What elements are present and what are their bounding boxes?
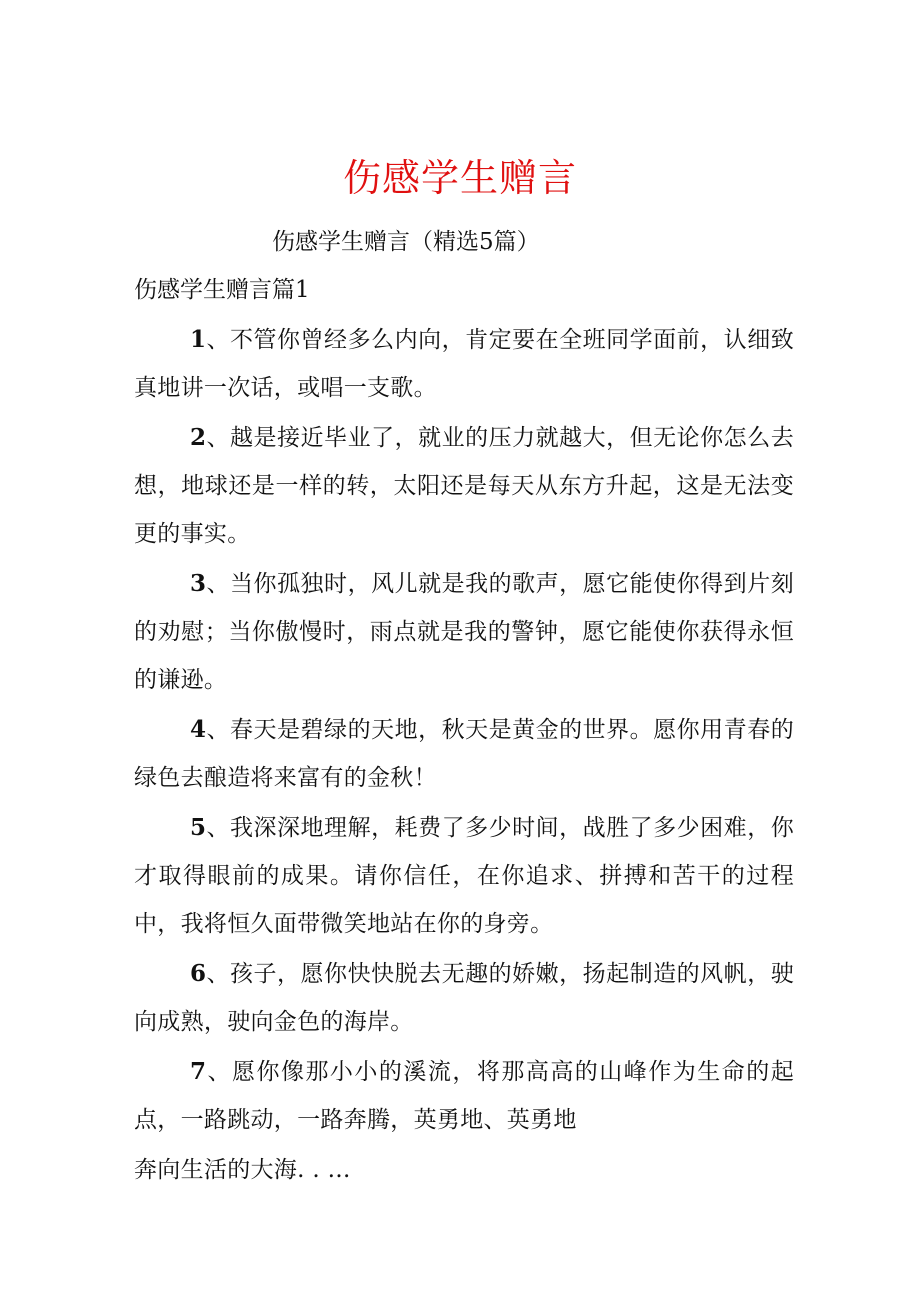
item-text: 、春天是碧绿的天地，秋天是黄金的世界。愿你用青春的绿色去酿造将来富有的金秋！ [134,717,794,791]
section-heading: 伤感学生赠言篇1 [134,277,310,303]
quote-item-1 [134,316,794,412]
item-text: 、当你孤独时，风儿就是我的歌声，愿它能使你得到片刻的劝慰；当你傲慢时，雨点就是我的警钟，愿它能使你获得永恒的谦逊。 [134,571,794,693]
item-text: 、愿你像那小小的溪流，将那高高的山峰作为生命的起点，一路跳动，一路奔腾，英勇地、英勇地 [134,1059,794,1133]
quote-item-7 [134,1048,794,1144]
document-subtitle: 伤感学生赠言（精选5篇） [272,229,540,255]
item-text: 、我深深地理解，耗费了多少时间，战胜了多少困难，你才取得眼前的成果。请你信任，在你追求、拼搏和苦干的过程中，我将恒久面带微笑地站在你的身旁。 [134,815,794,937]
item-text: 、不管你曾经多么内向，肯定要在全班同学面前，认细致真地讲一次话，或唱一支歌。 [134,327,794,401]
item-number: 1 [190,326,207,353]
item-number: 5 [190,814,207,841]
quote-item-3 [134,560,794,704]
item-number: 2 [190,424,207,451]
quote-item-4 [134,706,794,802]
quote-item-2 [134,414,794,558]
quote-item-6 [134,950,794,1046]
item-number: 3 [190,570,207,597]
quote-item-5 [134,804,794,948]
document-title: 伤感学生赠言 [342,156,577,200]
quote-list [134,316,794,1196]
quote-item-7-tail: 奔向生活的大海. . … [134,1157,351,1183]
item-text: 、越是接近毕业了，就业的压力就越大，但无论你怎么去想，地球还是一样的转，太阳还是每天从东方升起，这是无法变更的事实。 [134,425,794,547]
item-number: 6 [190,960,207,987]
item-text: 、孩子，愿你快快脱去无趣的娇嫩，扬起制造的风帆，驶向成熟，驶向金色的海岸。 [134,961,794,1035]
item-number: 4 [190,716,207,743]
item-number: 7 [190,1058,207,1085]
